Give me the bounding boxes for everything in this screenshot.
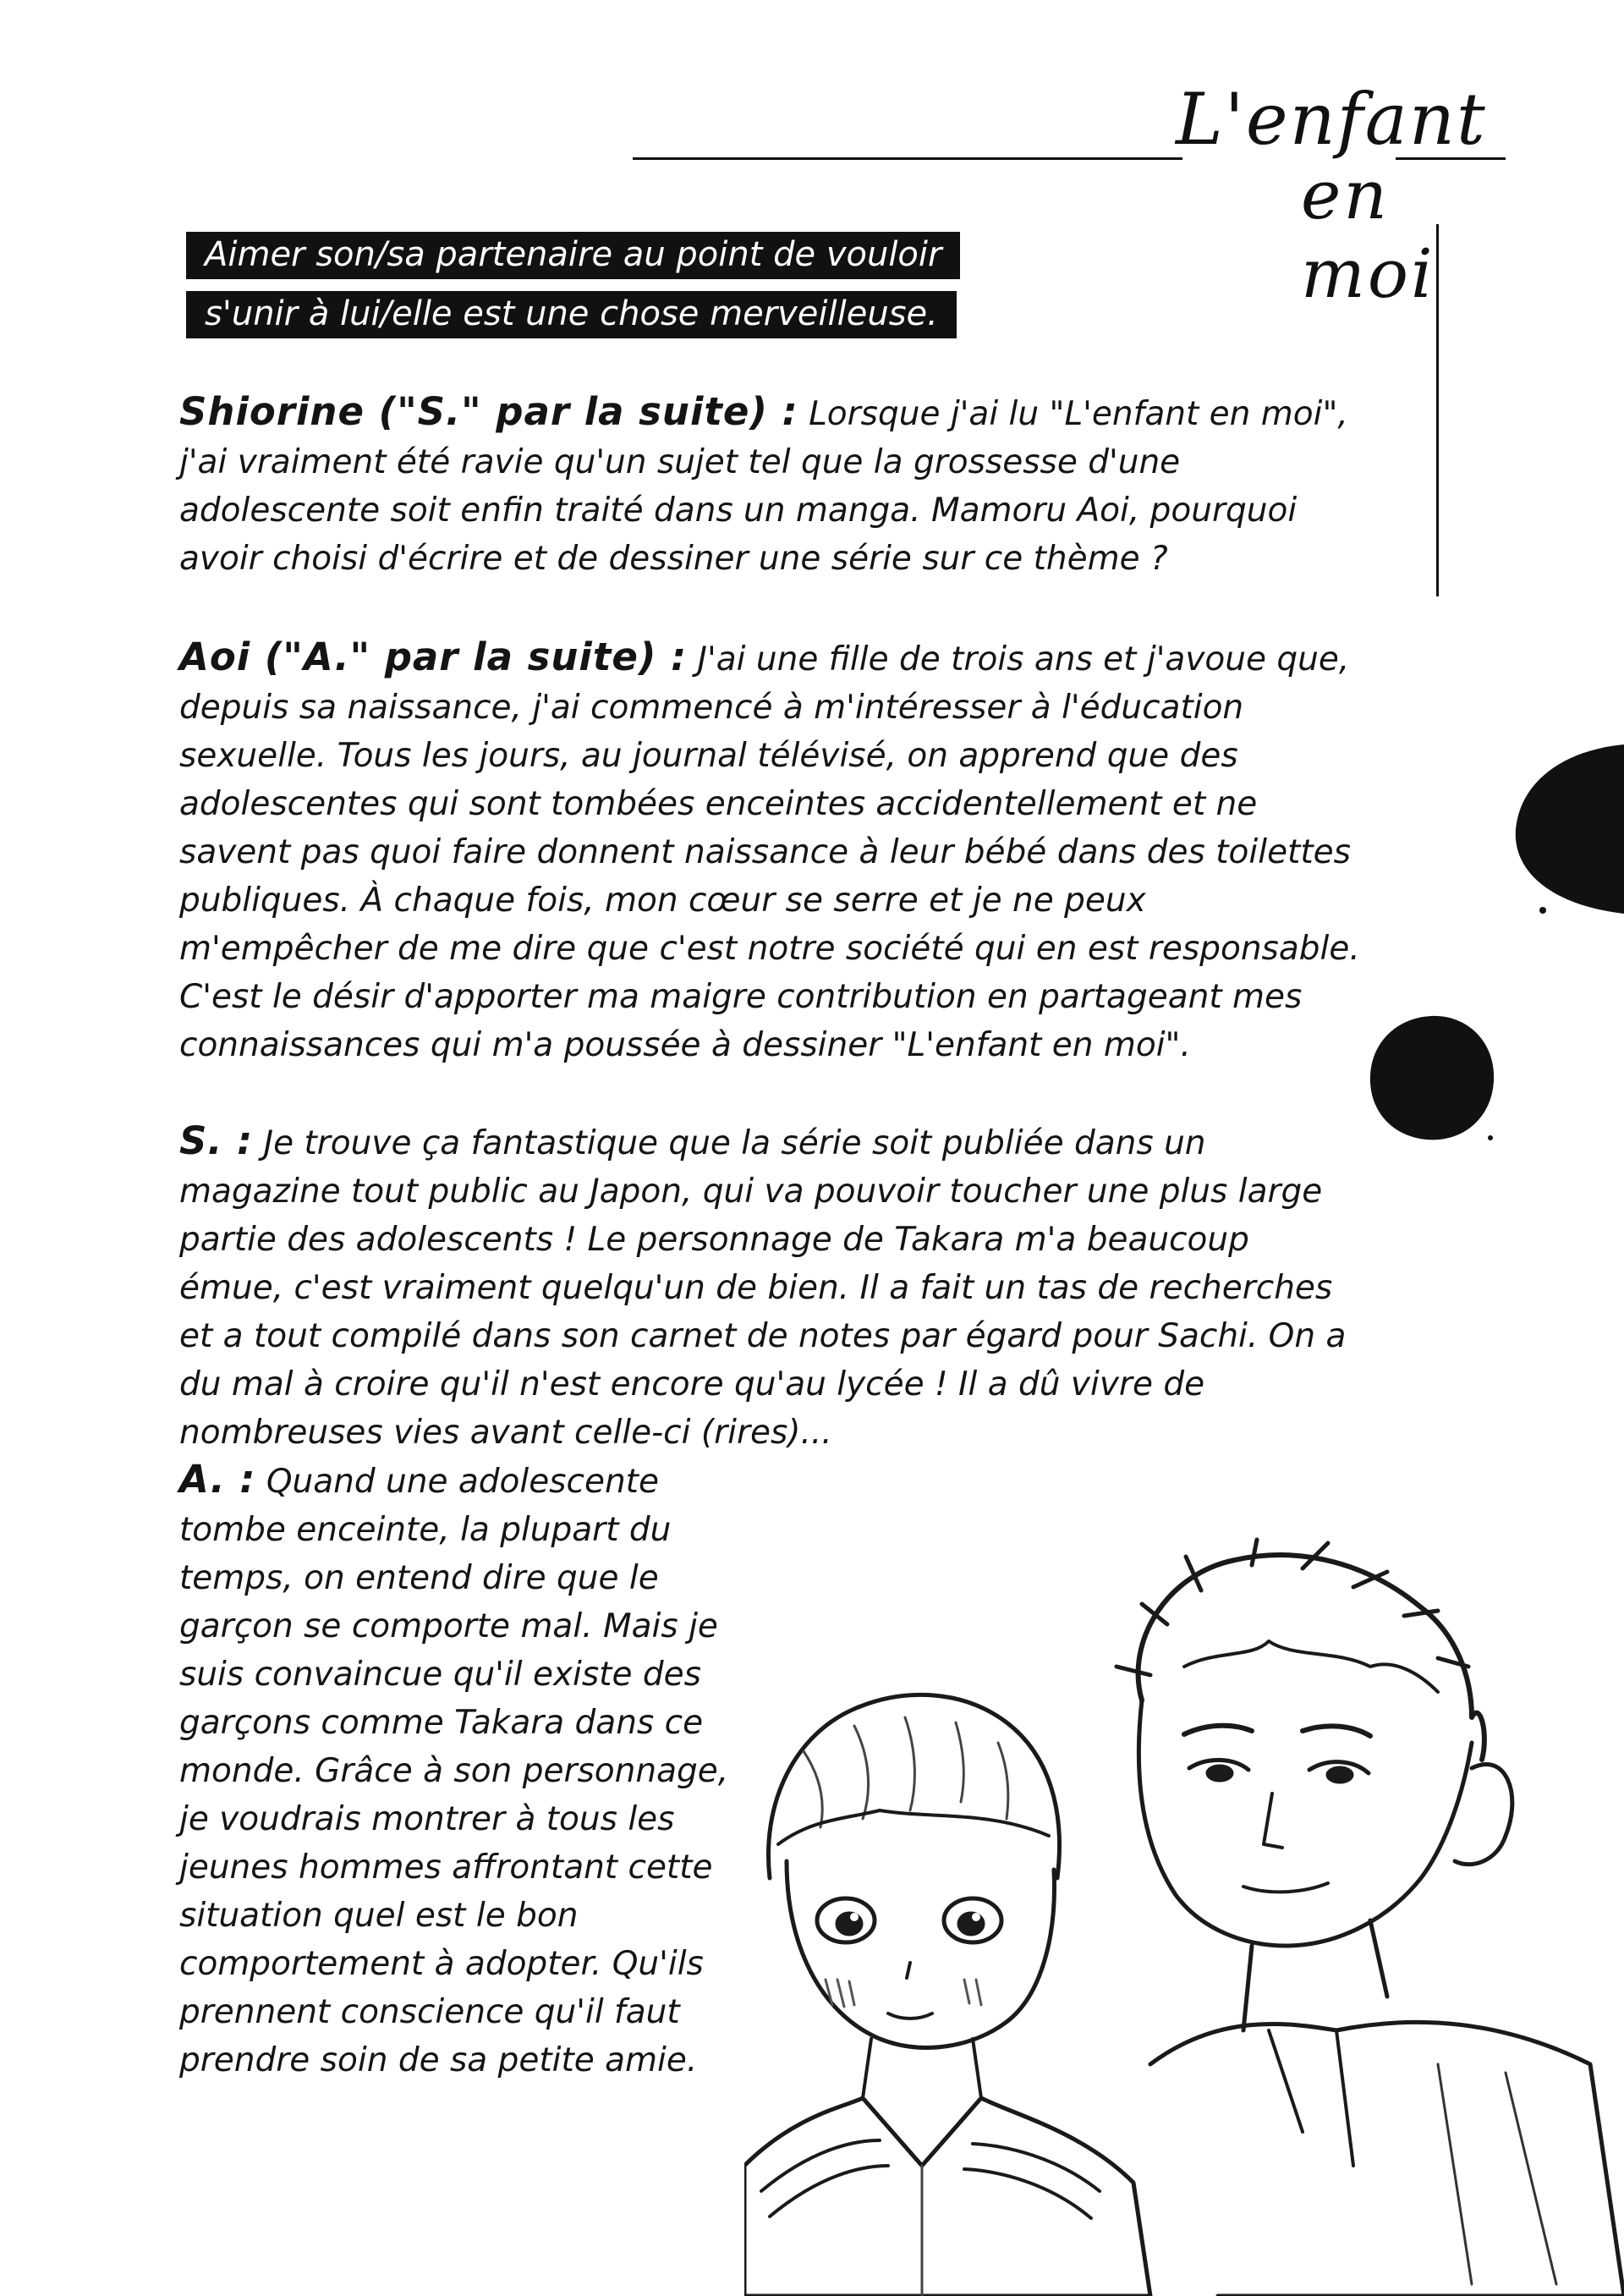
paragraph-text: Quand une adolescente tombe enceinte, la plupart du temps, on entend dire que le garçon se comporte mal. Mais je suis convaincue qu'il existe des garçons comme Takara dans ce monde. Grâce à son personnage, je voudrais montrer à tous les jeunes hommes affrontant cette situation quel est le bon comportement à adopter. Qu'ils prennent conscience qu'il faut prendre soin de sa petite amie. bbox=[179, 1463, 729, 2079]
paragraph-text: Je trouve ça fantastique que la série soit publiée dans un magazine tout public au Japon, qui va pouvoir toucher une plus large partie des adolescents ! Le personnage de Takara m'a beaucoup émue, c'est vraiment quelqu'un de bien. Il a fait un tas de recherches et a tout compilé dans son carnet de notes par égard pour Sachi. On a du mal à croire qu'il n'est encore qu'au lycée ! Il a dû vivre de nombreuses vies avant celle-ci (rires)... bbox=[179, 1124, 1347, 1452]
speaker-label: A. : bbox=[179, 1457, 256, 1502]
ink-blob-center-icon bbox=[1363, 1011, 1499, 1146]
logo-line-2: en moi bbox=[1301, 156, 1435, 313]
logo-line-1: L'enfant bbox=[1176, 78, 1487, 161]
series-logo bbox=[1176, 78, 1539, 313]
header-rule-left bbox=[633, 157, 1182, 160]
headline bbox=[186, 232, 960, 350]
speaker-label: Aoi ("A." par la suite) : bbox=[179, 634, 688, 679]
headline-line-1: Aimer son/sa partenaire au point de vouloir bbox=[186, 232, 960, 279]
interview-paragraph-4 bbox=[179, 1455, 738, 2085]
ink-blob-right-icon bbox=[1509, 744, 1624, 914]
interview-paragraph-1 bbox=[179, 387, 1360, 583]
sketch-of-two-teenagers-icon bbox=[744, 1523, 1624, 2296]
paragraph-text: J'ai une fille de trois ans et j'avoue que, depuis sa naissance, j'ai commencé à m'intéresser à l'éducation sexuelle. Tous les jours, au journal télévisé, on apprend que des adolescentes qui sont tombées enceintes accidentellement et ne savent pas quoi faire donnent naissance à leur bébé dans des toilettes publiques. À chaque fois, mon cœur se serre et je ne peux m'empêcher de me dire que c'est notre société qui en est responsable. C'est le désir d'apporter ma maigre contribution en partageant mes connaissances qui m'a poussée à dessiner "L'enfant en moi". bbox=[179, 640, 1360, 1064]
interview-paragraph-3 bbox=[179, 1117, 1360, 1457]
speaker-label: Shiorine ("S." par la suite) : bbox=[179, 389, 798, 434]
speaker-label: S. : bbox=[179, 1118, 254, 1163]
headline-line-2: s'unir à lui/elle est une chose merveilleuse. bbox=[186, 291, 957, 338]
interview-paragraph-2 bbox=[179, 633, 1363, 1069]
paragraph-text: Lorsque j'ai lu "L'enfant en moi", j'ai vraiment été ravie qu'un sujet tel que la grossesse d'une adolescente soit enfin traité dans un manga. Mamoru Aoi, pourquoi avoir choisi d'écrire et de dessiner une série sur ce thème ? bbox=[179, 395, 1348, 578]
